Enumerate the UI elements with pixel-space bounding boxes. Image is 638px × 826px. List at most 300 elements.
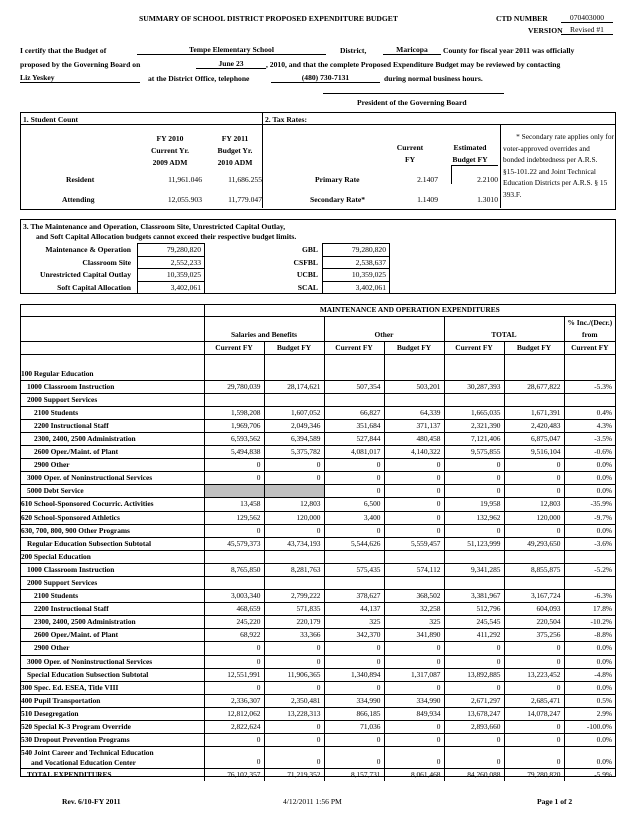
- tax-row-value: 2.2100: [477, 175, 498, 184]
- cell-value: [324, 550, 384, 563]
- cell-value: 9,516,104: [504, 446, 564, 459]
- row-label: 2300, 2400, 2500 Administration: [20, 616, 204, 629]
- cell-value: -0.6%: [564, 446, 615, 459]
- cert-text-2b: , 2010, and that the complete Proposed Expenditure Budget may be reviewed by contacting: [266, 60, 561, 69]
- cell-value: 79,280,820: [504, 769, 564, 782]
- cell-value: 351,684: [324, 419, 384, 432]
- date-field: June 23: [196, 59, 266, 69]
- cell-value: 0: [504, 485, 564, 498]
- student-col2-head: FY 2011 Budget Yr. 2010 ADM: [217, 134, 253, 167]
- table-row: [20, 681, 615, 694]
- cell-value: 45,579,373: [204, 537, 264, 550]
- cell-value: 371,137: [384, 419, 444, 432]
- limit-value: 79,280,820: [138, 244, 205, 257]
- row-label: Special Education Subsection Subtotal: [20, 668, 204, 681]
- cell-value: 2.9%: [564, 707, 615, 720]
- limit-amount: 10,359,025: [323, 269, 390, 282]
- table-row: [20, 472, 615, 485]
- cert-text-3b: during normal business hours.: [384, 74, 483, 83]
- table-row: [20, 629, 615, 642]
- budget-limits-grid: [20, 243, 390, 294]
- cell-value: [204, 550, 264, 563]
- limit-label: Soft Capital Allocation: [57, 282, 131, 292]
- cell-value: 0: [444, 747, 504, 769]
- cell-value: 512,796: [444, 603, 504, 616]
- row-label: 1000 Classroom Instruction: [20, 563, 204, 576]
- row-label: 510 Desegregation: [20, 707, 204, 720]
- cell-value: [504, 550, 564, 563]
- cell-value: 13,223,452: [504, 668, 564, 681]
- limit-value: 10,359,025: [138, 269, 205, 282]
- cell-value: 0: [264, 642, 324, 655]
- tax-row-value: 1.1409: [417, 195, 438, 204]
- cell-value: 0: [504, 747, 564, 769]
- cell-value: 4,081,017: [324, 446, 384, 459]
- cell-value: 5,559,457: [384, 537, 444, 550]
- cell-value: 1,598,208: [204, 406, 264, 419]
- cell-value: 0: [504, 721, 564, 734]
- cell-value: [384, 550, 444, 563]
- cell-value: 1,665,035: [444, 406, 504, 419]
- cell-value: [564, 393, 615, 406]
- cell-value: 12,803: [264, 498, 324, 511]
- president-label: President of the Governing Board: [357, 98, 467, 107]
- version-label: VERSION: [528, 26, 563, 35]
- cell-value: 2,799,222: [264, 590, 324, 603]
- cert-text-1b: District,: [340, 46, 367, 55]
- cell-value: 76,102,357: [204, 769, 264, 782]
- row-label: 2300, 2400, 2500 Administration: [20, 432, 204, 445]
- cell-value: -5.3%: [564, 380, 615, 393]
- cell-value: -100.0%: [564, 721, 615, 734]
- cell-value: -35.9%: [564, 498, 615, 511]
- cell-value: 503,201: [384, 380, 444, 393]
- page-title: SUMMARY OF SCHOOL DISTRICT PROPOSED EXPENDITURE BUDGET: [139, 14, 398, 23]
- cell-value: [384, 576, 444, 589]
- ctd-number-label: CTD NUMBER: [496, 14, 548, 23]
- cell-value: 66,827: [324, 406, 384, 419]
- limit-value: 3,402,061: [138, 281, 205, 294]
- cell-value: 71,036: [324, 721, 384, 734]
- tax-rates-title: 2. Tax Rates:: [265, 115, 307, 124]
- tax-col2-head: Estimated Budget FY: [452, 143, 488, 164]
- cell-value: 2,822,624: [204, 721, 264, 734]
- cell-value: 0.4%: [564, 406, 615, 419]
- cell-value: 30,287,393: [444, 380, 504, 393]
- cell-value: 575,435: [324, 563, 384, 576]
- pct-head-3: Current FY: [564, 342, 615, 355]
- cell-value: 19,958: [444, 498, 504, 511]
- cell-value: 33,366: [264, 629, 324, 642]
- cell-value: 0: [444, 459, 504, 472]
- cell-value: 7,121,406: [444, 432, 504, 445]
- limit-code: GBL: [301, 245, 318, 255]
- cell-value: 0: [504, 655, 564, 668]
- limit-code: SCAL: [297, 282, 318, 292]
- limit-code: CSFBL: [293, 257, 318, 267]
- cell-value: 71,219,352: [264, 769, 324, 782]
- student-row-value: 11,686.255: [228, 175, 262, 184]
- cell-value: 0: [264, 747, 324, 769]
- cell-value: 6,500: [324, 498, 384, 511]
- cell-value: 0: [384, 734, 444, 747]
- cell-value: [204, 576, 264, 589]
- tax-row-value: 1.3010: [477, 195, 498, 204]
- cell-value: 375,256: [504, 629, 564, 642]
- row-label: 100 Regular Education: [20, 367, 204, 380]
- row-label: 2000 Support Services: [20, 393, 204, 406]
- cell-value: 43,734,193: [264, 537, 324, 550]
- cert-text-1a: I certify that the Budget of: [20, 46, 107, 55]
- cell-value: 0: [504, 459, 564, 472]
- cell-value: 480,458: [384, 432, 444, 445]
- cell-value: 12,551,991: [204, 668, 264, 681]
- row-label: 2100 Students: [20, 406, 204, 419]
- row-label: 2600 Oper./Maint. of Plant: [20, 446, 204, 459]
- cell-value: 9,575,855: [444, 446, 504, 459]
- cell-value: 4,140,322: [384, 446, 444, 459]
- cell-value: 120,000: [504, 511, 564, 524]
- cell-value: 28,174,621: [264, 380, 324, 393]
- cell-value: 0: [384, 459, 444, 472]
- cell-value: 341,890: [384, 629, 444, 642]
- cell-value: 0: [324, 681, 384, 694]
- cell-value: 0: [384, 747, 444, 769]
- cell-value: 0: [324, 472, 384, 485]
- cell-value: [564, 367, 615, 380]
- cell-value: 6,875,047: [504, 432, 564, 445]
- cell-value: 0: [384, 511, 444, 524]
- row-label: 300 Spec. Ed. ESEA, Title VIII: [20, 681, 204, 694]
- cell-value: [504, 576, 564, 589]
- cell-value: 342,370: [324, 629, 384, 642]
- cell-value: 574,112: [384, 563, 444, 576]
- cell-value: 28,677,822: [504, 380, 564, 393]
- cell-value: 8,765,850: [204, 563, 264, 576]
- cell-value: 0.0%: [564, 459, 615, 472]
- pct-head-1: % Inc./(Decr.): [567, 318, 613, 328]
- cell-value: -10.2%: [564, 616, 615, 629]
- table-row: [20, 603, 615, 616]
- cell-value: 0: [204, 655, 264, 668]
- cell-value: 0: [384, 655, 444, 668]
- divider: [500, 124, 501, 208]
- cell-value: 32,258: [384, 603, 444, 616]
- cell-value: 0: [204, 642, 264, 655]
- cell-value: -3.5%: [564, 432, 615, 445]
- row-label: 400 Pupil Transportation: [20, 694, 204, 707]
- cell-value: 1,671,391: [504, 406, 564, 419]
- cell-value: [264, 485, 324, 498]
- cell-value: 8,157,731: [324, 769, 384, 782]
- row-label: Regular Education Subsection Subtotal: [20, 537, 204, 550]
- cell-value: [204, 393, 264, 406]
- secondary-rate-note: * Secondary rate applies only for voter-approved overrides and bonded indebtedness per A.R.S. §15-101.22 and Joint Technical Education Districts per A.R.S. § 15 393.F.: [503, 132, 614, 199]
- student-row-label: Attending: [62, 195, 95, 204]
- cell-value: 0: [204, 472, 264, 485]
- table-row: [20, 406, 615, 419]
- student-col1-head: FY 2010 Current Yr. 2009 ADM: [150, 134, 190, 167]
- cell-value: 5,544,626: [324, 537, 384, 550]
- table-row: [20, 734, 615, 747]
- table-row: [20, 485, 615, 498]
- cell-value: 0: [444, 485, 504, 498]
- group-total-head: TOTAL: [444, 329, 564, 342]
- row-label: 530 Dropout Prevention Programs: [20, 734, 204, 747]
- table-row: [20, 524, 615, 537]
- cell-value: 220,179: [264, 616, 324, 629]
- cell-value: 0: [264, 721, 324, 734]
- cell-value: [564, 576, 615, 589]
- cell-value: 3,003,340: [204, 590, 264, 603]
- cell-value: 1,340,894: [324, 668, 384, 681]
- cell-value: [444, 576, 504, 589]
- cell-value: 220,504: [504, 616, 564, 629]
- cell-value: 0: [444, 655, 504, 668]
- limit-value: 2,552,233: [138, 256, 205, 269]
- cell-value: 334,990: [324, 694, 384, 707]
- cell-value: 0: [204, 747, 264, 769]
- contact-field: Liz Yeskey: [20, 73, 140, 83]
- section3-title-1: 3. The Maintenance and Operation, Classroom Site, Unrestricted Capital Outlay,: [23, 222, 286, 231]
- table-row: [20, 393, 615, 406]
- row-label: 2900 Other: [20, 459, 204, 472]
- cell-value: [204, 485, 264, 498]
- col-head: Budget FY: [264, 342, 324, 355]
- divider: [451, 165, 498, 166]
- cell-value: 13,892,885: [444, 668, 504, 681]
- cell-value: 1,607,052: [264, 406, 324, 419]
- cell-value: 68,922: [204, 629, 264, 642]
- cell-value: 527,844: [324, 432, 384, 445]
- ctd-number-value: 070403000: [561, 13, 613, 23]
- cell-value: 0: [444, 734, 504, 747]
- row-label: 5000 Debt Service: [20, 485, 204, 498]
- cell-value: 0: [324, 485, 384, 498]
- cell-value: 2,321,390: [444, 419, 504, 432]
- row-label: 2000 Support Services: [20, 576, 204, 589]
- cell-value: 2,420,483: [504, 419, 564, 432]
- cell-value: 0: [504, 524, 564, 537]
- cell-value: [324, 367, 384, 380]
- pct-head-2: from: [564, 329, 615, 342]
- cell-value: 0: [264, 655, 324, 668]
- cell-value: 13,678,247: [444, 707, 504, 720]
- cell-value: 129,562: [204, 511, 264, 524]
- cell-value: 0: [504, 734, 564, 747]
- group-salaries-head: Salaries and Benefits: [204, 329, 324, 342]
- table-row: [20, 380, 615, 393]
- cell-value: 866,185: [324, 707, 384, 720]
- section3-title-2: and Soft Capital Allocation budgets cannot exceed their respective budget limits.: [36, 232, 297, 241]
- cell-value: 51,123,999: [444, 537, 504, 550]
- cell-value: 0: [324, 655, 384, 668]
- cell-value: -4.8%: [564, 668, 615, 681]
- table-row: [20, 498, 615, 511]
- cell-value: [564, 550, 615, 563]
- col-head: Current FY: [324, 342, 384, 355]
- timestamp: 4/12/2011 1:56 PM: [283, 797, 342, 806]
- table-row: [20, 655, 615, 668]
- row-label: 2900 Other: [20, 642, 204, 655]
- cell-value: 13,458: [204, 498, 264, 511]
- cell-value: 0.0%: [564, 747, 615, 769]
- cell-value: 2,049,346: [264, 419, 324, 432]
- cell-value: 0: [204, 459, 264, 472]
- cell-value: 3,381,967: [444, 590, 504, 603]
- cell-value: [384, 367, 444, 380]
- student-row-value: 11,779.047: [228, 195, 262, 204]
- revision-label: Rev. 6/10-FY 2011: [62, 797, 121, 806]
- cell-value: [444, 550, 504, 563]
- cell-value: 0: [384, 642, 444, 655]
- cell-value: 245,220: [204, 616, 264, 629]
- col-head: Current FY: [444, 342, 504, 355]
- row-label: 620 School-Sponsored Athletics: [20, 511, 204, 524]
- cell-value: 0: [264, 524, 324, 537]
- cell-value: 5,375,782: [264, 446, 324, 459]
- cell-value: 0.5%: [564, 694, 615, 707]
- limit-amount: 3,402,061: [323, 281, 390, 294]
- cell-value: 507,354: [324, 380, 384, 393]
- row-label: 200 Special Education: [20, 550, 204, 563]
- cell-value: 2,893,660: [444, 721, 504, 734]
- row-label: 540 Joint Career and Technical Education and Vocational Education Center: [20, 747, 204, 769]
- phone-field: (480) 730-7131: [271, 73, 380, 83]
- cell-value: 325: [324, 616, 384, 629]
- row-label: 3000 Oper. of Noninstructional Services: [20, 655, 204, 668]
- cell-value: 0: [324, 734, 384, 747]
- cell-value: 0: [204, 524, 264, 537]
- cell-value: 8,061,468: [384, 769, 444, 782]
- tax-row-label: Primary Rate: [315, 175, 360, 184]
- cell-value: 0: [384, 524, 444, 537]
- row-label: 3000 Oper. of Noninstructional Services: [20, 472, 204, 485]
- cell-value: -5.2%: [564, 563, 615, 576]
- table-row: [20, 590, 615, 603]
- cell-value: 14,078,247: [504, 707, 564, 720]
- cell-value: 0.0%: [564, 681, 615, 694]
- cell-value: 245,545: [444, 616, 504, 629]
- cert-text-1c: County for fiscal year 2011 was officially: [443, 46, 575, 55]
- cell-value: [444, 367, 504, 380]
- cell-value: 378,627: [324, 590, 384, 603]
- cell-value: 1,969,706: [204, 419, 264, 432]
- cell-value: 1,317,087: [384, 668, 444, 681]
- cell-value: 0: [384, 485, 444, 498]
- cell-value: 6,593,562: [204, 432, 264, 445]
- cell-value: 2,336,307: [204, 694, 264, 707]
- table-row: [20, 707, 615, 720]
- table-row: [20, 694, 615, 707]
- cell-value: [384, 393, 444, 406]
- limit-amount: 2,538,637: [323, 256, 390, 269]
- cell-value: 0: [324, 642, 384, 655]
- cert-text-2a: proposed by the Governing Board on: [20, 60, 141, 69]
- cell-value: 4.3%: [564, 419, 615, 432]
- cell-value: [444, 393, 504, 406]
- row-label: 2100 Students: [20, 590, 204, 603]
- cell-value: 13,228,313: [264, 707, 324, 720]
- cell-value: [264, 576, 324, 589]
- cell-value: 8,281,763: [264, 563, 324, 576]
- cell-value: 0: [384, 472, 444, 485]
- cell-value: [264, 550, 324, 563]
- cell-value: 0: [444, 642, 504, 655]
- cell-value: 849,934: [384, 707, 444, 720]
- cell-value: 12,803: [504, 498, 564, 511]
- table-row: [20, 616, 615, 629]
- row-label: 610 School-Sponsored Cocurric. Activities: [20, 498, 204, 511]
- cell-value: -5.9%: [594, 770, 613, 780]
- divider: [20, 124, 615, 125]
- table-row: [20, 747, 615, 769]
- cell-value: 0: [384, 681, 444, 694]
- cell-value: [324, 576, 384, 589]
- cell-value: 5,494,838: [204, 446, 264, 459]
- cell-value: 12,812,062: [204, 707, 264, 720]
- cell-value: 0.0%: [564, 642, 615, 655]
- table-row: [20, 432, 615, 445]
- limit-label: Unrestricted Capital Outlay: [40, 270, 131, 280]
- cell-value: 571,835: [264, 603, 324, 616]
- row-label: 2600 Oper./Maint. of Plant: [20, 629, 204, 642]
- cell-value: 604,093: [504, 603, 564, 616]
- cell-value: 84,260,088: [444, 769, 504, 782]
- mo-title: MAINTENANCE AND OPERATION EXPENDITURES: [204, 304, 615, 317]
- cell-value: 2,671,297: [444, 694, 504, 707]
- student-row-value: 12,055.903: [167, 195, 202, 204]
- cell-value: 2,350,481: [264, 694, 324, 707]
- signature-line: [323, 93, 504, 94]
- cell-value: 368,502: [384, 590, 444, 603]
- cell-value: 9,341,285: [444, 563, 504, 576]
- cell-value: 0: [444, 524, 504, 537]
- table-row: [20, 367, 615, 380]
- cell-value: 0.0%: [564, 472, 615, 485]
- limit-label: Maintenance & Operation: [45, 245, 131, 255]
- cell-value: 0: [204, 734, 264, 747]
- row-label: 630, 700, 800, 900 Other Programs: [20, 524, 204, 537]
- cell-value: [324, 393, 384, 406]
- table-row: [20, 721, 615, 734]
- cell-value: 325: [384, 616, 444, 629]
- table-row: [20, 511, 615, 524]
- cell-value: 334,990: [384, 694, 444, 707]
- cell-value: 0.0%: [564, 734, 615, 747]
- tax-col1-head: Current FY: [396, 143, 424, 164]
- cell-value: 0: [324, 459, 384, 472]
- cell-value: 0: [504, 472, 564, 485]
- cell-value: 0: [264, 459, 324, 472]
- cell-value: 0: [504, 642, 564, 655]
- cell-value: 120,000: [264, 511, 324, 524]
- table-row: [20, 563, 615, 576]
- district-name-field: Tempe Elementary School: [137, 45, 326, 55]
- cell-value: [264, 393, 324, 406]
- row-label: 1000 Classroom Instruction: [20, 380, 204, 393]
- cell-value: 0: [324, 747, 384, 769]
- cell-value: 0: [264, 472, 324, 485]
- cell-value: 0.0%: [564, 485, 615, 498]
- cell-value: 17.8%: [564, 603, 615, 616]
- col-head: Current FY: [204, 342, 264, 355]
- col-head: Budget FY: [384, 342, 444, 355]
- cert-text-3a: at the District Office, telephone: [148, 74, 250, 83]
- mo-expenditures-table: [20, 304, 615, 781]
- row-label: 2200 Instructional Staff: [20, 603, 204, 616]
- cell-value: [204, 367, 264, 380]
